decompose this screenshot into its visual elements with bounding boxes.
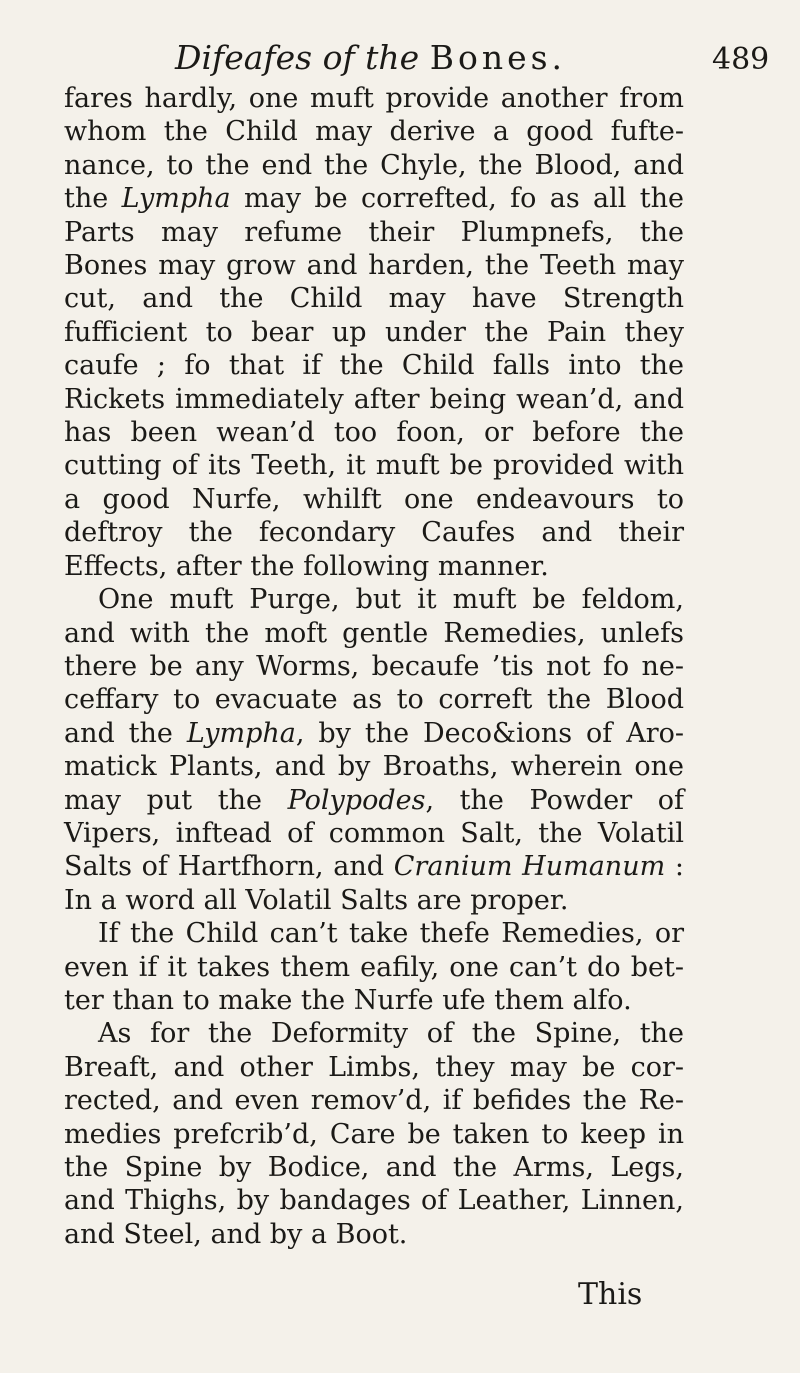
page-number: 489 [712, 42, 770, 77]
italic-term: Lympha [186, 717, 296, 749]
paragraph [64, 917, 684, 1017]
paragraph [64, 583, 684, 917]
text-run: fares hardly, one muft provide another from whom the Child may derive a good fuftenance, to the end the Chyle, the Blood, and the [64, 83, 684, 215]
text-run: As for the Deformity of the Spine, the Breaft, and other Limbs, they may be corrected, and even remov’d, if befides the Remedies prefcrib’d, Care be taken to keep in the Spine by Bodice, and the Arms, Legs, and Thighs, by bandages of Leather, Linnen, and Steel, and by a Boot. [64, 1018, 684, 1250]
header-title-caps: Bones. [429, 38, 567, 77]
body-text [64, 82, 684, 1251]
catchword: This [578, 1277, 643, 1312]
running-header [175, 38, 645, 78]
italic-term: Lympha [121, 183, 231, 215]
text-run: If the Child can’t take thefe Remedies, or even if it takes them eafily, one can’t do better than to make the Nurfe ufe them alfo. [64, 918, 684, 1016]
paragraph [64, 1017, 684, 1251]
text-run: , the Powder of Vipers, inftead of common Salt, the Volatil Salts of Hartfhorn, and [64, 784, 684, 883]
text-run: may be correfted, fo as all the Parts may refume their Plumpnefs, the Bones may grow and harden, the Teeth may cut, and the Child may have Strength fufficient to bear up under the Pain they caufe ; fo that if the Child falls into the Rickets immediately after being wean’d, and has been wean’d too foon, or before the cutting of its Teeth, it muft be provided with a good Nurfe, whilft one endeavours to deftroy the fecondary Caufes and their Effects, after the following manner. [64, 183, 684, 582]
text-run: , by the Deco&ions of Aromatick Plants, and by Broaths, wherein one may put the [64, 717, 684, 816]
italic-term: Polypodes [287, 784, 426, 816]
italic-term: Cranium Humanum [393, 851, 666, 883]
paragraph [64, 82, 684, 583]
text-run: One muft Purge, but it muft be feldom, and with the moft gentle Remedies, unlefs there be any Worms, becaufe ’tis not fo neceffary to evacuate as to correft the Blood and the [64, 584, 684, 749]
header-title: Difeafes of the [175, 38, 420, 77]
text-run: : In a word all Volatil Salts are proper. [64, 851, 685, 916]
